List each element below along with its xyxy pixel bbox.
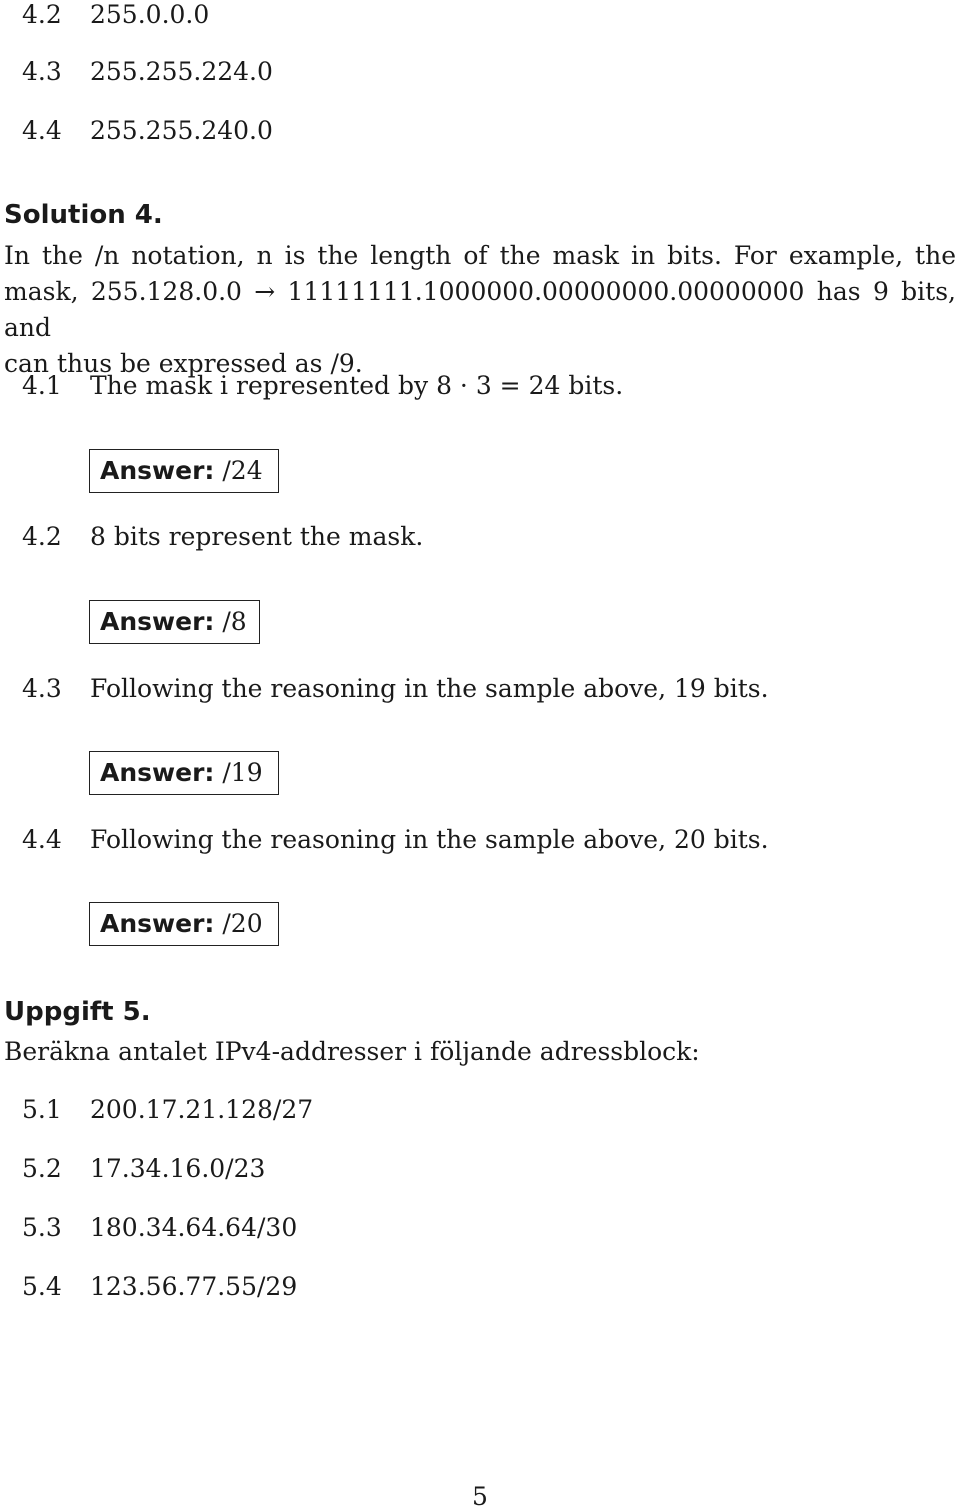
item-text: The mask i represented by 8 · 3 = 24 bits. (90, 371, 624, 400)
item-text: 8 bits represent the mask. (90, 522, 424, 551)
item-value: 123.56.77.55/29 (90, 1272, 298, 1301)
solution-intro (4, 238, 956, 382)
intro-line: mask, 255.128.0.0 → 11111111.1000000.00000000.00000000 has 9 bits, and (4, 277, 956, 342)
item-text: Following the reasoning in the sample above, 19 bits. (90, 674, 769, 703)
item-number: 4.1 (22, 371, 62, 400)
answer-label: Answer: (100, 607, 215, 636)
answer-value: /24 (222, 456, 263, 485)
item-number: 4.3 (22, 674, 62, 703)
intro-line: In the /n notation, n is the length of the mask in bits. For example, the (4, 241, 956, 270)
answer-box (89, 902, 279, 946)
item-value: 200.17.21.128/27 (90, 1095, 314, 1124)
answer-box (89, 751, 279, 795)
answer-value: /8 (222, 607, 247, 636)
task-intro: Beräkna antalet IPv4-addresser i följande adressblock: (4, 1037, 700, 1066)
item-value: 255.255.240.0 (90, 116, 273, 145)
answer-value: /20 (222, 909, 263, 938)
answer-box (89, 600, 260, 644)
item-value: 180.34.64.64/30 (90, 1213, 298, 1242)
intro-line: can thus be expressed as /9. (4, 349, 363, 378)
item-number: 4.2 (22, 0, 62, 29)
answer-value: /19 (222, 758, 263, 787)
solution-heading: Solution 4. (4, 200, 163, 230)
answer-label: Answer: (100, 456, 215, 485)
item-number: 4.4 (22, 825, 62, 854)
item-number: 5.3 (22, 1213, 62, 1242)
item-value: 255.255.224.0 (90, 57, 273, 86)
item-number: 5.2 (22, 1154, 62, 1183)
item-number: 5.1 (22, 1095, 62, 1124)
answer-box (89, 449, 279, 493)
task-heading: Uppgift 5. (4, 997, 151, 1027)
answer-label: Answer: (100, 909, 215, 938)
item-number: 4.3 (22, 57, 62, 86)
answer-label: Answer: (100, 758, 215, 787)
item-number: 4.4 (22, 116, 62, 145)
item-value: 17.34.16.0/23 (90, 1154, 266, 1183)
item-text: Following the reasoning in the sample above, 20 bits. (90, 825, 769, 854)
page-number: 5 (472, 1482, 488, 1511)
item-value: 255.0.0.0 (90, 0, 210, 29)
item-number: 4.2 (22, 522, 62, 551)
item-number: 5.4 (22, 1272, 62, 1301)
